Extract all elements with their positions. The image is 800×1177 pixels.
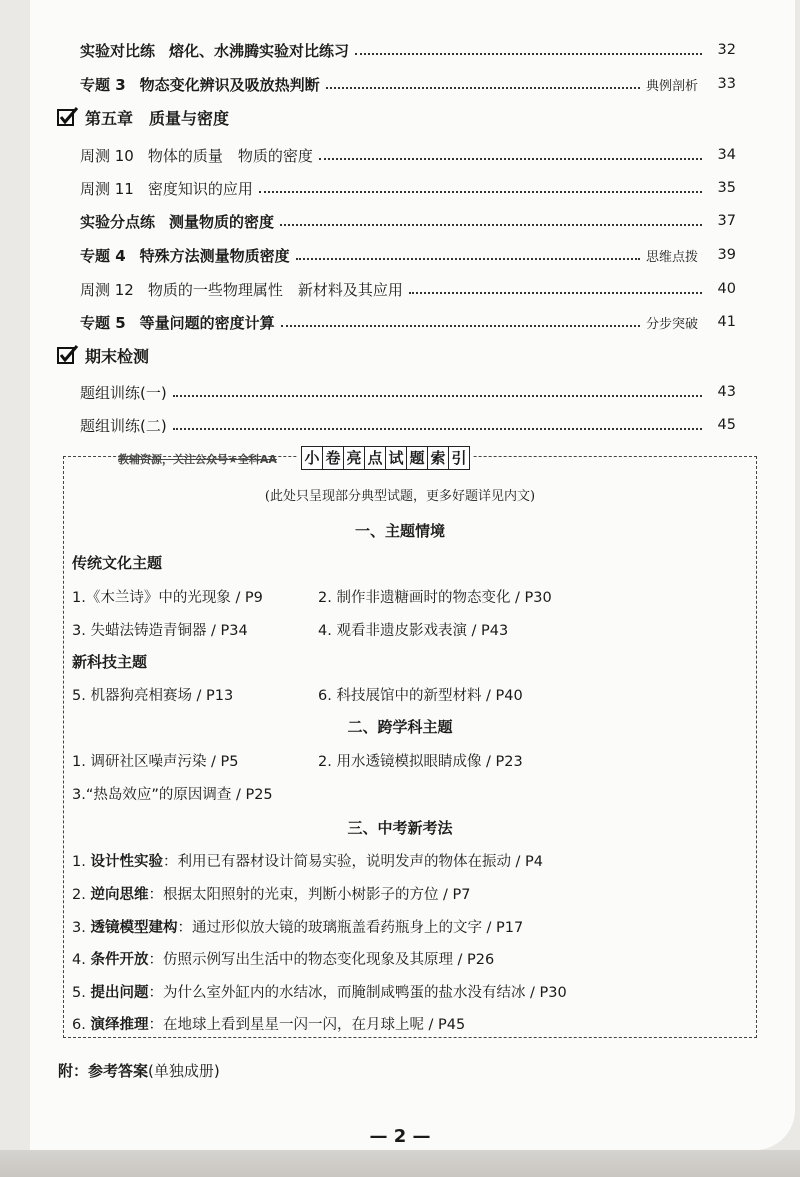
- index-item[interactable]: [72, 981, 567, 1002]
- checkbox-checked-icon: [57, 107, 79, 127]
- item-num: 1.: [72, 854, 86, 870]
- index-box-title: [297, 444, 473, 472]
- subsection-heading: 传统文化主题: [72, 554, 163, 572]
- index-item[interactable]: 3.“热岛效应”的原因调查 / P25: [72, 787, 273, 803]
- leader-dots: [355, 52, 702, 55]
- toc-label: 实验对比练: [80, 41, 156, 60]
- toc-title: 等量问题的密度计算: [139, 313, 275, 332]
- toc-row[interactable]: [80, 143, 736, 167]
- leader-dots: [281, 324, 640, 327]
- leader-dots: [319, 157, 702, 160]
- leader-dots: [173, 394, 702, 397]
- toc-title: 物质的一些物理属性 新材料及其应用: [147, 280, 403, 299]
- index-item[interactable]: 1. 调研社区噪声污染 / P5: [72, 754, 239, 770]
- toc-page: 37: [717, 213, 736, 229]
- leader-dots: [296, 257, 640, 260]
- toc-label: 周测 10: [80, 146, 134, 165]
- toc-row[interactable]: [80, 310, 736, 334]
- toc-label: 题组训练(一): [80, 383, 167, 402]
- item-num: 6.: [72, 1017, 86, 1033]
- toc-title: 物态变化辨识及吸放热判断: [139, 75, 320, 94]
- toc-row[interactable]: [80, 72, 736, 96]
- toc-page: 32: [717, 42, 736, 58]
- index-item[interactable]: [72, 850, 543, 871]
- subsection-heading: 新科技主题: [72, 653, 148, 671]
- footer-answers: 参考答案: [88, 1062, 149, 1080]
- toc-row[interactable]: [80, 277, 736, 301]
- item-key: 提出问题: [90, 985, 149, 1001]
- toc-title: 测量物质的密度: [169, 212, 275, 231]
- index-item[interactable]: [72, 1013, 465, 1034]
- section-heading: 三、中考新考法: [347, 819, 453, 837]
- chapter-heading: [57, 342, 149, 368]
- toc-row[interactable]: [80, 176, 736, 200]
- toc-row[interactable]: [80, 38, 736, 62]
- item-text: ：仿照示例写出生活中的物态变化现象及其原理 / P26: [148, 952, 495, 968]
- item-key: 逆向思维: [90, 887, 149, 903]
- toc-row[interactable]: [80, 413, 736, 437]
- chapter-heading: [57, 104, 229, 130]
- item-key: 设计性实验: [90, 854, 163, 870]
- title-char: 试: [385, 446, 407, 470]
- toc-label: 周测 12: [80, 280, 134, 299]
- item-text: ：通过形似放大镜的玻璃瓶盖看药瓶身上的文字 / P17: [177, 920, 524, 936]
- leader-dots: [259, 190, 702, 193]
- toc-label: 题组训练(二): [80, 416, 167, 435]
- title-char: 引: [448, 446, 470, 470]
- leader-dots: [280, 223, 702, 226]
- footer-note: [58, 1060, 220, 1081]
- toc-label: 周测 11: [80, 179, 134, 198]
- toc-tag: 思维点拨: [645, 249, 698, 265]
- item-num: 5.: [72, 985, 86, 1001]
- chapter-title: 第五章 质量与密度: [85, 108, 230, 128]
- toc-page: 40: [717, 281, 736, 297]
- index-item[interactable]: 6. 科技展馆中的新型材料 / P40: [318, 688, 523, 704]
- title-char: 亮: [343, 446, 365, 470]
- leader-dots: [409, 291, 702, 294]
- toc-title: 物体的质量 物质的密度: [147, 146, 313, 165]
- leader-dots: [173, 427, 702, 430]
- title-char: 索: [427, 446, 449, 470]
- index-item[interactable]: 4. 观看非遗皮影戏表演 / P43: [318, 623, 509, 639]
- section-heading: 一、主题情境: [354, 522, 445, 540]
- toc-label: 专题 5: [80, 313, 126, 332]
- toc-page: 39: [717, 247, 736, 263]
- toc-title: 特殊方法测量物质密度: [139, 246, 290, 265]
- checkbox-checked-icon: [57, 345, 79, 365]
- index-item[interactable]: 2. 制作非遗糖画时的物态变化 / P30: [318, 590, 552, 606]
- index-item[interactable]: 5. 机器狗亮相赛场 / P13: [72, 688, 234, 704]
- item-num: 3.: [72, 920, 86, 936]
- watermark-text: 教辅资源，关注公众号★全科AA: [118, 453, 277, 466]
- item-num: 2.: [72, 887, 86, 903]
- box-note: (此处只呈现部分典型试题，更多好题详见内文): [264, 489, 536, 504]
- item-text: ：利用已有器材设计简易实验，说明发声的物体在振动 / P4: [162, 854, 544, 870]
- index-item[interactable]: [72, 883, 471, 904]
- toc-title: 密度知识的应用: [147, 179, 253, 198]
- item-text: ：在地球上看到星星一闪一闪，在月球上呢 / P45: [148, 1017, 466, 1033]
- toc-page: 45: [717, 417, 736, 433]
- title-char: 题: [406, 446, 428, 470]
- toc-row[interactable]: [80, 380, 736, 404]
- title-char: 点: [364, 446, 386, 470]
- toc-row[interactable]: [80, 209, 736, 233]
- section-heading: 二、跨学科主题: [347, 718, 453, 736]
- index-item[interactable]: [72, 916, 523, 937]
- index-item[interactable]: [72, 948, 494, 969]
- leader-dots: [326, 86, 640, 89]
- toc-page: 34: [717, 147, 736, 163]
- toc-label: 专题 4: [80, 246, 126, 265]
- toc-page: 35: [717, 180, 736, 196]
- item-key: 透镜模型建构: [90, 920, 178, 936]
- item-key: 条件开放: [90, 952, 149, 968]
- toc-label: 专题 3: [80, 75, 126, 94]
- index-item[interactable]: 3. 失蜡法铸造青铜器 / P34: [72, 623, 248, 639]
- item-text: ：根据太阳照射的光束，判断小树影子的方位 / P7: [148, 887, 471, 903]
- title-char: 小: [301, 446, 323, 470]
- toc-page: 41: [717, 314, 736, 330]
- page-number: — 2 —: [369, 1126, 431, 1147]
- toc-tag: 典例剖析: [645, 78, 698, 94]
- toc-page: 43: [717, 384, 736, 400]
- page-edge: [0, 1150, 800, 1177]
- footer-prefix: 附：: [58, 1062, 89, 1080]
- item-key: 演绎推理: [90, 1017, 149, 1033]
- item-text: ：为什么室外缸内的水结冰，而腌制咸鸭蛋的盐水没有结冰 / P30: [148, 985, 567, 1001]
- chapter-title: 期末检测: [85, 346, 150, 366]
- item-num: 4.: [72, 952, 86, 968]
- index-item[interactable]: 2. 用水透镜模拟眼睛成像 / P23: [318, 754, 523, 770]
- toc-tag: 分步突破: [645, 316, 698, 332]
- toc-row[interactable]: [80, 243, 736, 267]
- title-char: 卷: [322, 446, 344, 470]
- index-item[interactable]: 1.《木兰诗》中的光现象 / P9: [72, 590, 263, 606]
- footer-suffix: (单独成册): [148, 1062, 220, 1080]
- toc-page: 33: [717, 76, 736, 92]
- toc-title: 熔化、水沸腾实验对比练习: [169, 41, 350, 60]
- toc-label: 实验分点练: [80, 212, 156, 231]
